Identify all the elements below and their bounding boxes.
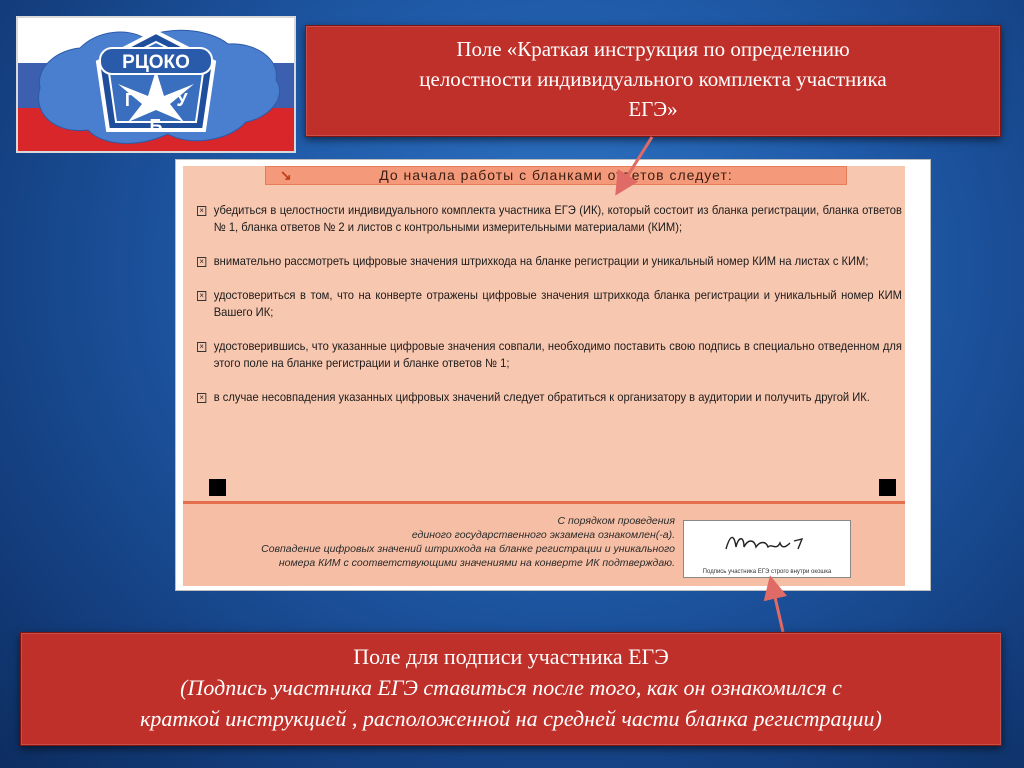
checkbox-icon: × (197, 291, 206, 301)
callout-signature-field (20, 632, 1002, 746)
logo-letter-b: Б (149, 116, 163, 136)
logo-letter-g: Г (124, 90, 136, 110)
footer-line-4: номера КИМ с соответствующими значениями на конверте ИК подтверждаю. (278, 557, 675, 569)
checkbox-icon: × (197, 206, 206, 216)
callout-bottom-line-2: (Подпись участника ЕГЭ ставиться после того, как он ознакомился с (180, 675, 842, 700)
list-item-text: в случае несовпадения указанных цифровых значений следует обратиться к организатору в аудитории и получить другой ИК. (213, 390, 870, 404)
logo-text: РЦОКО (122, 52, 190, 73)
list-item-text: внимательно рассмотреть цифровые значения штрихкода на бланке регистрации и уникальный номер КИМ на листах с КИМ; (213, 254, 869, 268)
arrow-icon: ↘ (280, 167, 293, 183)
callout-top-line-3: ЕГЭ» (628, 97, 678, 121)
list-item-text: убедиться в целостности индивидуального комплекта участника ЕГЭ (ИК), который состоит из бланка регистрации, бланка ответов № 1, бланка ответов № 2 и листов с контрольными измерительными материалами (КИМ); (213, 203, 902, 234)
footer-line-2: единого государственного экзамена ознакомлен(-а). (411, 529, 675, 541)
checkbox-icon: × (197, 393, 206, 403)
callout-top-line-2: целостности индивидуального комплекта участника (419, 67, 887, 91)
footer-line-1: С порядком проведения (557, 515, 675, 527)
callout-bottom-line-1: Поле для подписи участника ЕГЭ (353, 644, 669, 669)
checkbox-icon: × (197, 342, 206, 352)
arrow-to-signature (772, 584, 783, 632)
checkbox-icon: × (197, 257, 206, 267)
list-item-text: удостоверившись, что указанные цифровые значения совпали, необходимо поставить свою подпись в специально отведенном для этого поле на бланке регистрации и бланке ответов № 1; (213, 339, 902, 370)
signature-caption: Подпись участника ЕГЭ строго внутри окошка (702, 569, 832, 575)
callout-bottom-line-3: краткой инструкцией , расположенной на средней части бланка регистрации) (140, 706, 882, 731)
logo-letter-u: У (176, 90, 188, 110)
footer-line-3: Совпадение цифровых значений штрихкода на бланке регистрации и уникального (261, 543, 675, 555)
callout-top-line-1: Поле «Краткая инструкция по определению (456, 37, 850, 61)
arrow-to-instruction (620, 137, 652, 188)
form-header-text: До начала работы с бланками ответов следует: (379, 167, 733, 183)
list-item-text: удостовериться в том, что на конверте отражены цифровые значения штрихкода бланка регистрации и уникальный номер КИМ Вашего ИК; (213, 288, 902, 319)
